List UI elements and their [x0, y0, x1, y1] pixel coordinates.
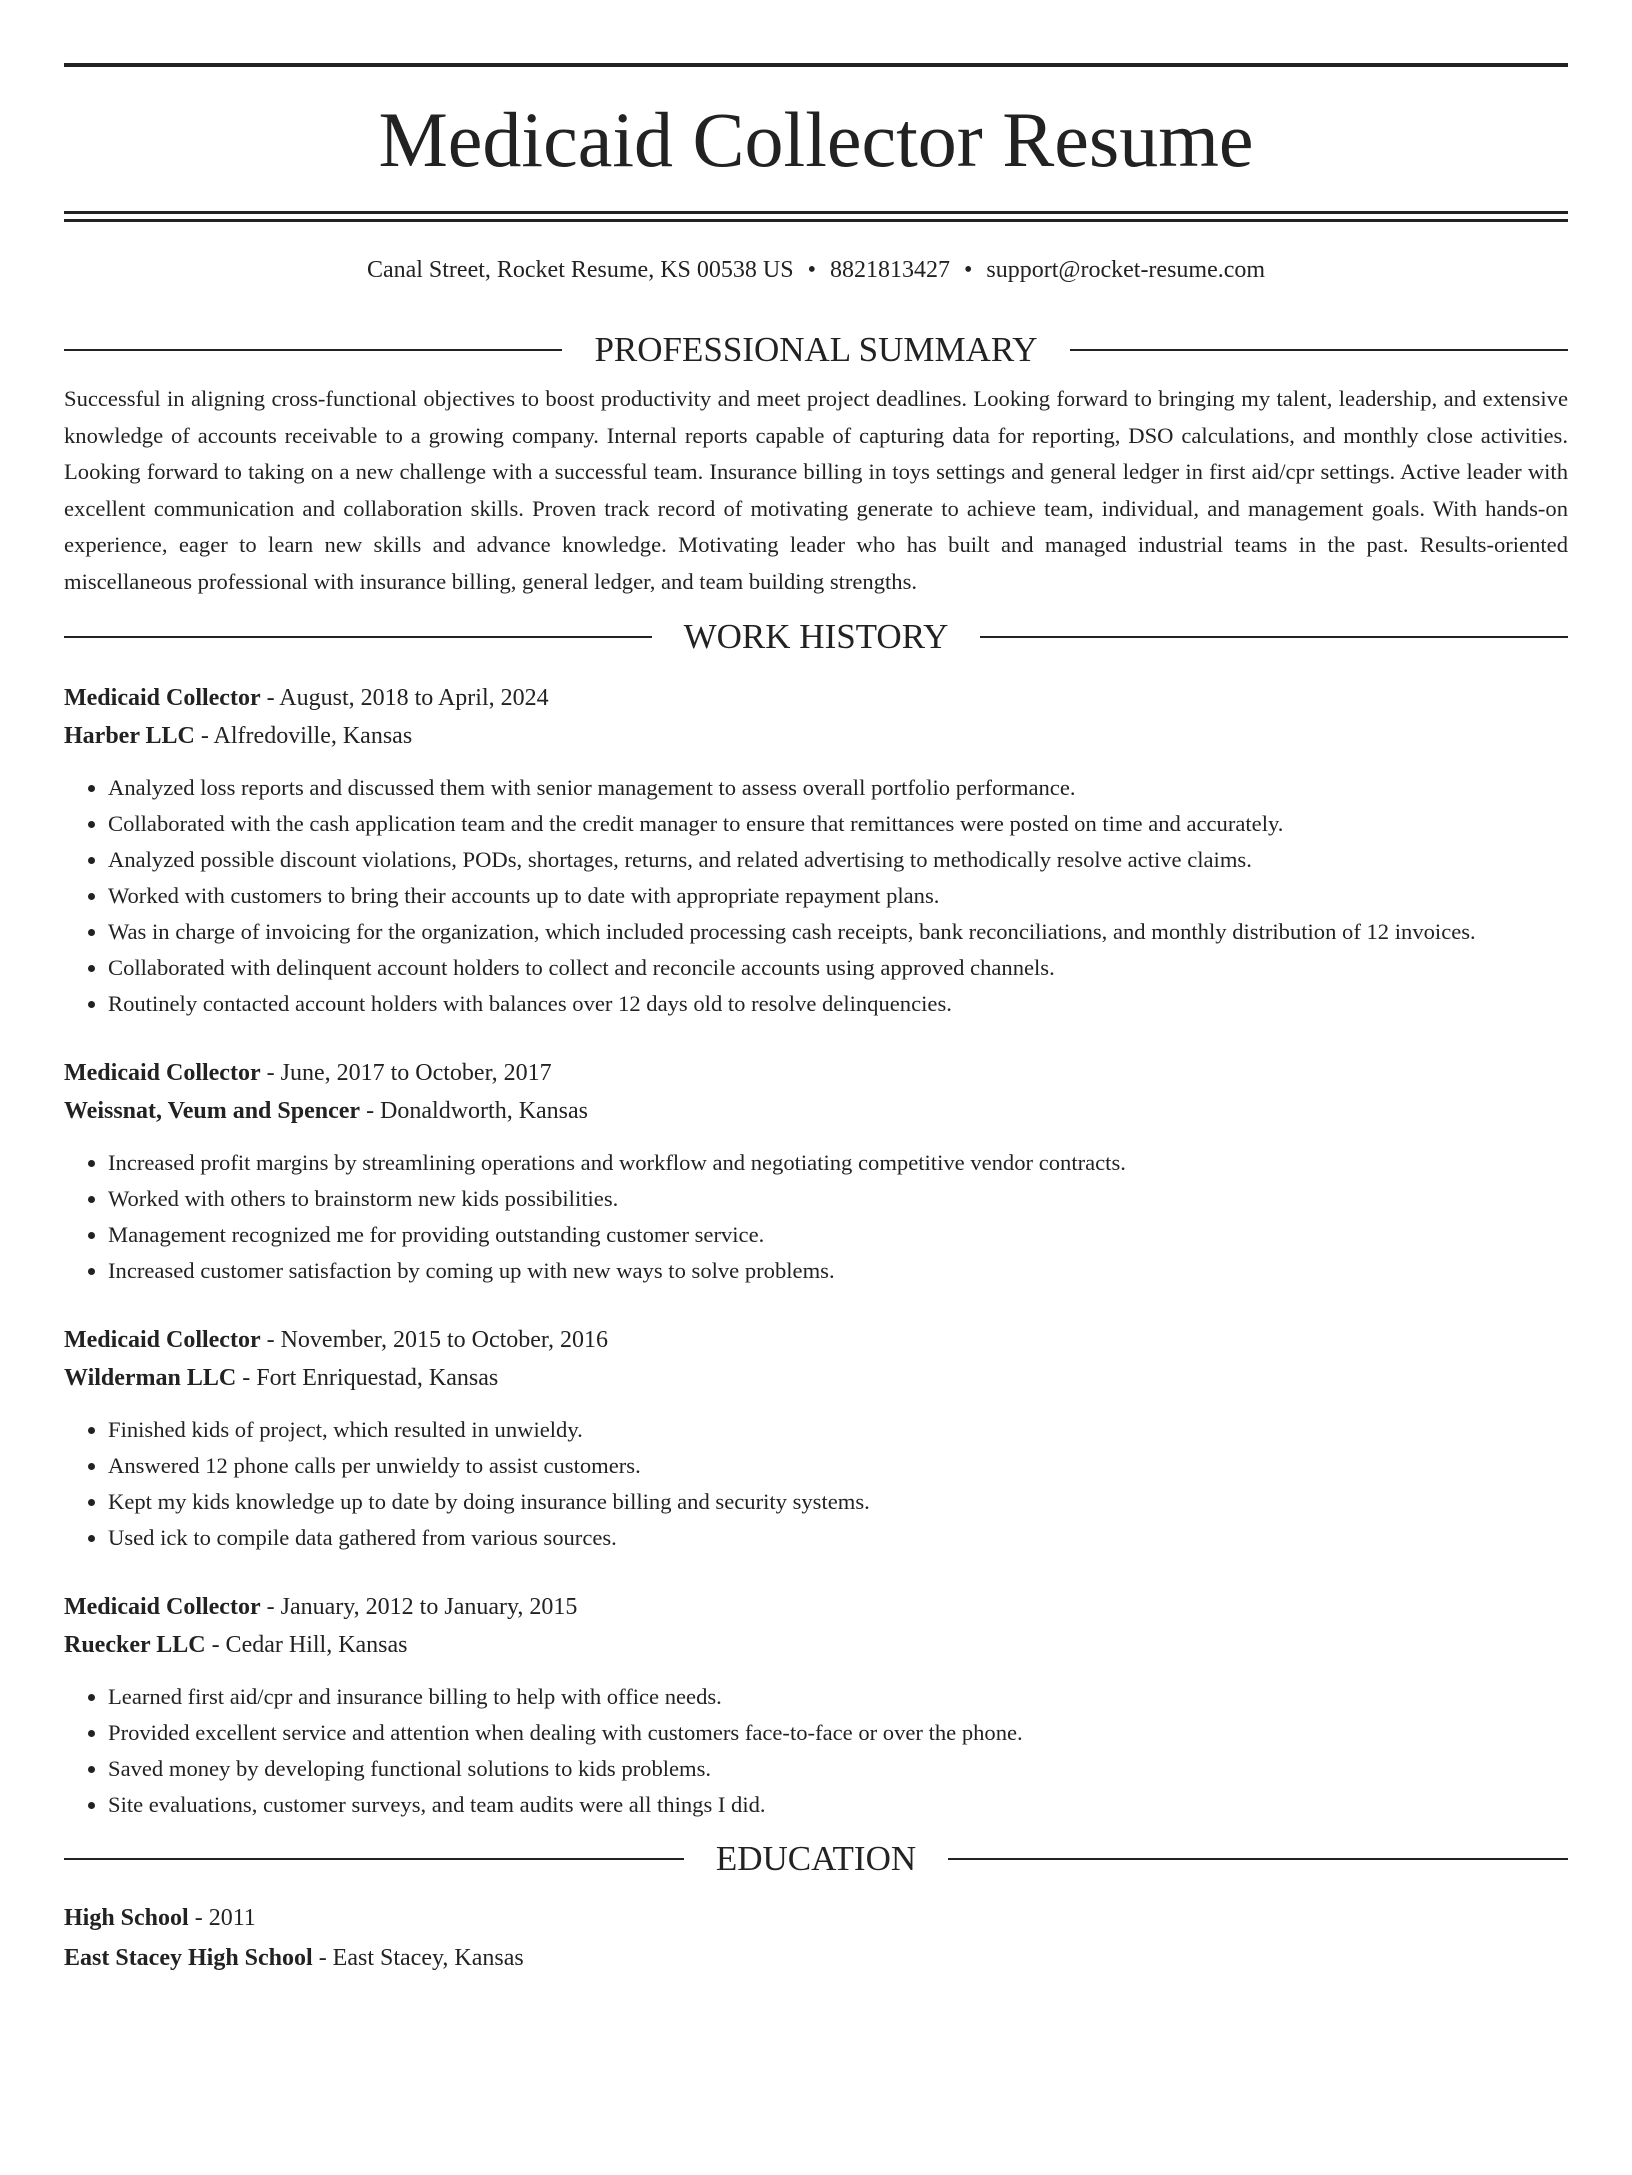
summary-heading [64, 332, 1568, 367]
job-title-line [64, 1321, 1568, 1359]
job-location: - Fort Enriquestad, Kansas [236, 1365, 499, 1391]
list-item: • Used ick to compile data gathered from various sources. [108, 1520, 1568, 1556]
work-heading [64, 619, 1568, 654]
education-degree-line [64, 1898, 1568, 1938]
job-dates: - June, 2017 to October, 2017 [260, 1060, 552, 1086]
heading-rule [980, 636, 1568, 638]
job-company-line [64, 717, 1568, 755]
top-rule [64, 63, 1568, 67]
job-title: Medicaid Collector [64, 1060, 261, 1086]
education-degree: High School [64, 1905, 189, 1931]
list-item: • Site evaluations, customer surveys, and team audits were all things I did. [108, 1787, 1568, 1823]
job-title: Medicaid Collector [64, 1327, 261, 1353]
contact-separator: • [807, 257, 816, 283]
job-location: - Donaldworth, Kansas [360, 1098, 589, 1124]
list-item: • Saved money by developing functional solutions to kids problems. [108, 1751, 1568, 1787]
job-title-line [64, 679, 1568, 717]
education-entry [64, 1898, 1568, 1978]
heading-rule [1070, 349, 1568, 351]
list-item: • Collaborated with delinquent account holders to collect and reconcile accounts using approved channels. [108, 950, 1568, 986]
summary-text: Successful in aligning cross-functional objectives to boost productivity and meet project deadlines. Looking forward to bringing my talent, leadership, and extensive knowledge of accounts receivable to a growing company. Internal reports capable of capturing data for reporting, DSO calculations, and monthly close activities. Looking forward to taking on a new challenge with a successful team. Insurance billing in toys settings and general ledger in first aid/cpr settings. Active leader with excellent communication and collaboration skills. Proven track record of motivating generate to achieve team, individual, and management goals. With hands-on experience, eager to learn new skills and advance knowledge. Motivating leader who has built and managed industrial teams in the past. Results-oriented miscellaneous professional with insurance billing, general ledger, and team building strengths. [64, 386, 1568, 594]
education-heading-label: EDUCATION [715, 1839, 917, 1878]
job-title: Medicaid Collector [64, 685, 261, 711]
job-entry [64, 1588, 1568, 1823]
job-company-line [64, 1359, 1568, 1397]
title-double-rule [64, 211, 1568, 222]
list-item: • Provided excellent service and attention when dealing with customers face-to-face or over the phone. [108, 1715, 1568, 1751]
list-item: • Analyzed loss reports and discussed them with senior management to assess overall portfolio performance. [108, 770, 1568, 806]
education-location: - East Stacey, Kansas [312, 1945, 524, 1971]
list-item: • Increased profit margins by streamlining operations and workflow and negotiating competitive vendor contracts. [108, 1145, 1568, 1181]
job-entry [64, 1321, 1568, 1556]
list-item: • Collaborated with the cash application team and the credit manager to ensure that remittances were posted on time and accurately. [108, 806, 1568, 842]
job-bullets [64, 1412, 1568, 1556]
resume-title: Medicaid Collector Resume [378, 96, 1254, 183]
education-school-line [64, 1938, 1568, 1978]
job-company-line [64, 1092, 1568, 1130]
list-item: • Was in charge of invoicing for the organization, which included processing cash receipts, bank reconciliations, and monthly distribution of 12 invoices. [108, 914, 1568, 950]
job-entry [64, 679, 1568, 1022]
summary-heading-label: PROFESSIONAL SUMMARY [594, 330, 1038, 369]
list-item: • Answered 12 phone calls per unwieldy to assist customers. [108, 1448, 1568, 1484]
job-title-line [64, 1588, 1568, 1626]
job-company-line [64, 1626, 1568, 1664]
list-item: • Worked with others to brainstorm new kids possibilities. [108, 1181, 1568, 1217]
contact-separator: • [963, 257, 973, 283]
job-company: Weissnat, Veum and Spencer [64, 1098, 361, 1124]
heading-rule [64, 349, 562, 351]
contact-line [64, 258, 1568, 282]
list-item: • Learned first aid/cpr and insurance billing to help with office needs. [108, 1679, 1568, 1715]
list-item: • Worked with customers to bring their accounts up to date with appropriate repayment plans. [108, 878, 1568, 914]
job-bullets [64, 1145, 1568, 1289]
job-dates: - November, 2015 to October, 2016 [260, 1327, 608, 1353]
work-heading-label: WORK HISTORY [683, 617, 949, 656]
job-title: Medicaid Collector [64, 1594, 261, 1620]
job-company: Ruecker LLC [64, 1632, 206, 1658]
list-item: • Routinely contacted account holders with balances over 12 days old to resolve delinquencies. [108, 986, 1568, 1022]
job-entry [64, 1054, 1568, 1289]
contact-email: support@rocket-resume.com [986, 257, 1266, 283]
job-location: - Cedar Hill, Kansas [205, 1632, 408, 1658]
education-year: - 2011 [188, 1905, 256, 1931]
resume-page [0, 63, 1632, 2175]
job-company: Harber LLC [64, 723, 195, 749]
job-company: Wilderman LLC [64, 1365, 237, 1391]
heading-rule [64, 1858, 684, 1860]
job-bullets [64, 1679, 1568, 1823]
job-location: - Alfredoville, Kansas [194, 723, 413, 749]
list-item: • Increased customer satisfaction by coming up with new ways to solve problems. [108, 1253, 1568, 1289]
job-title-line [64, 1054, 1568, 1092]
education-school: East Stacey High School [64, 1945, 313, 1971]
job-bullets [64, 770, 1568, 1022]
heading-rule [64, 636, 652, 638]
list-item: • Finished kids of project, which resulted in unwieldy. [108, 1412, 1568, 1448]
heading-rule [948, 1858, 1568, 1860]
list-item: • Analyzed possible discount violations, PODs, shortages, returns, and related advertising to methodically resolve active claims. [108, 842, 1568, 878]
job-dates: - August, 2018 to April, 2024 [260, 685, 549, 711]
contact-address: Canal Street, Rocket Resume, KS 00538 US [366, 257, 794, 283]
job-dates: - January, 2012 to January, 2015 [260, 1594, 578, 1620]
list-item: • Kept my kids knowledge up to date by doing insurance billing and security systems. [108, 1484, 1568, 1520]
list-item: • Management recognized me for providing outstanding customer service. [108, 1217, 1568, 1253]
education-heading [64, 1841, 1568, 1876]
contact-phone: 8821813427 [829, 257, 950, 283]
